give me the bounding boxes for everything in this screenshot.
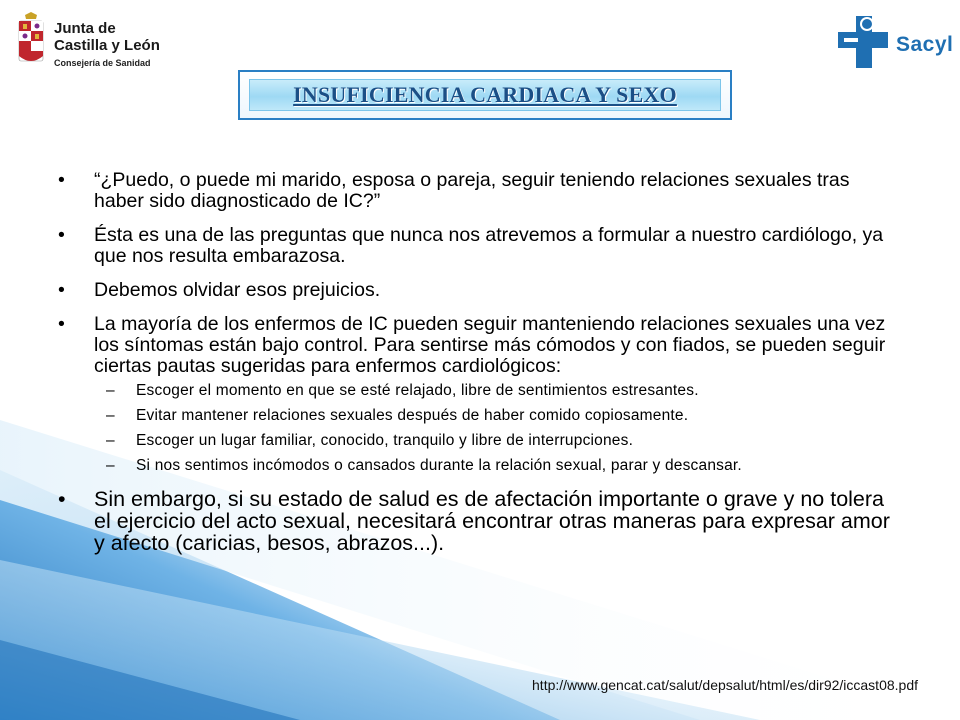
title-box [238,70,732,120]
sacyl-logo [834,14,952,70]
bullet-item: • Sin embargo, si su estado de salud es de afectación importante o grave y no tolera el ejercicio del acto sexual, necesitará encontrar otras maneras para expresar amor y afecto (caricias, besos, abrazos...). [58,488,900,554]
sub-item: – Escoger el momento en que se esté relajado, libre de sentimientos estresantes. [94,382,900,399]
bullet-item: • Debemos olvidar esos prejuicios. [58,280,900,301]
bullet-item: • “¿Puedo, o puede mi marido, esposa o pareja, seguir teniendo relaciones sexuales tras haber sido diagnosticado de IC?” [58,170,900,212]
slide-content [58,170,900,567]
sacyl-wordmark: Sacyl [896,33,954,56]
bullet-item: • Ésta es una de las preguntas que nunca nos atrevemos a formular a nuestro cardiólogo, ya que nos resulta embarazosa. [58,225,900,267]
logo-text-line2: Castilla y León [54,37,160,54]
source-url: http://www.gencat.cat/salut/depsalut/html/es/dir92/iccast08.pdf [532,677,918,693]
sacyl-cross-icon [834,14,894,70]
slide-title: INSUFICIENCIA CARDIACA Y SEXO [293,82,677,107]
bullet-text: La mayoría de los enfermos de IC pueden seguir manteniendo relaciones sexuales una vez los síntomas están bajo control. Para sentirse más cómodos y con fiados, se pueden seguir ciertas pautas sugeridas para enfermos cardiológicos: [94,313,886,377]
bullet-item-with-sublist [58,314,900,474]
logo-subtitle: Consejería de Sanidad [54,58,151,68]
sub-item: – Evitar mantener relaciones sexuales después de haber comido copiosamente. [94,407,900,424]
junta-castilla-leon-logo [12,8,160,74]
sub-list [94,382,900,474]
logo-text-line1: Junta de [54,20,116,37]
coat-of-arms-icon [16,12,46,70]
sub-item: – Si nos sentimos incómodos o cansados durante la relación sexual, parar y descansar. [94,457,900,474]
sub-item: – Escoger un lugar familiar, conocido, tranquilo y libre de interrupciones. [94,432,900,449]
